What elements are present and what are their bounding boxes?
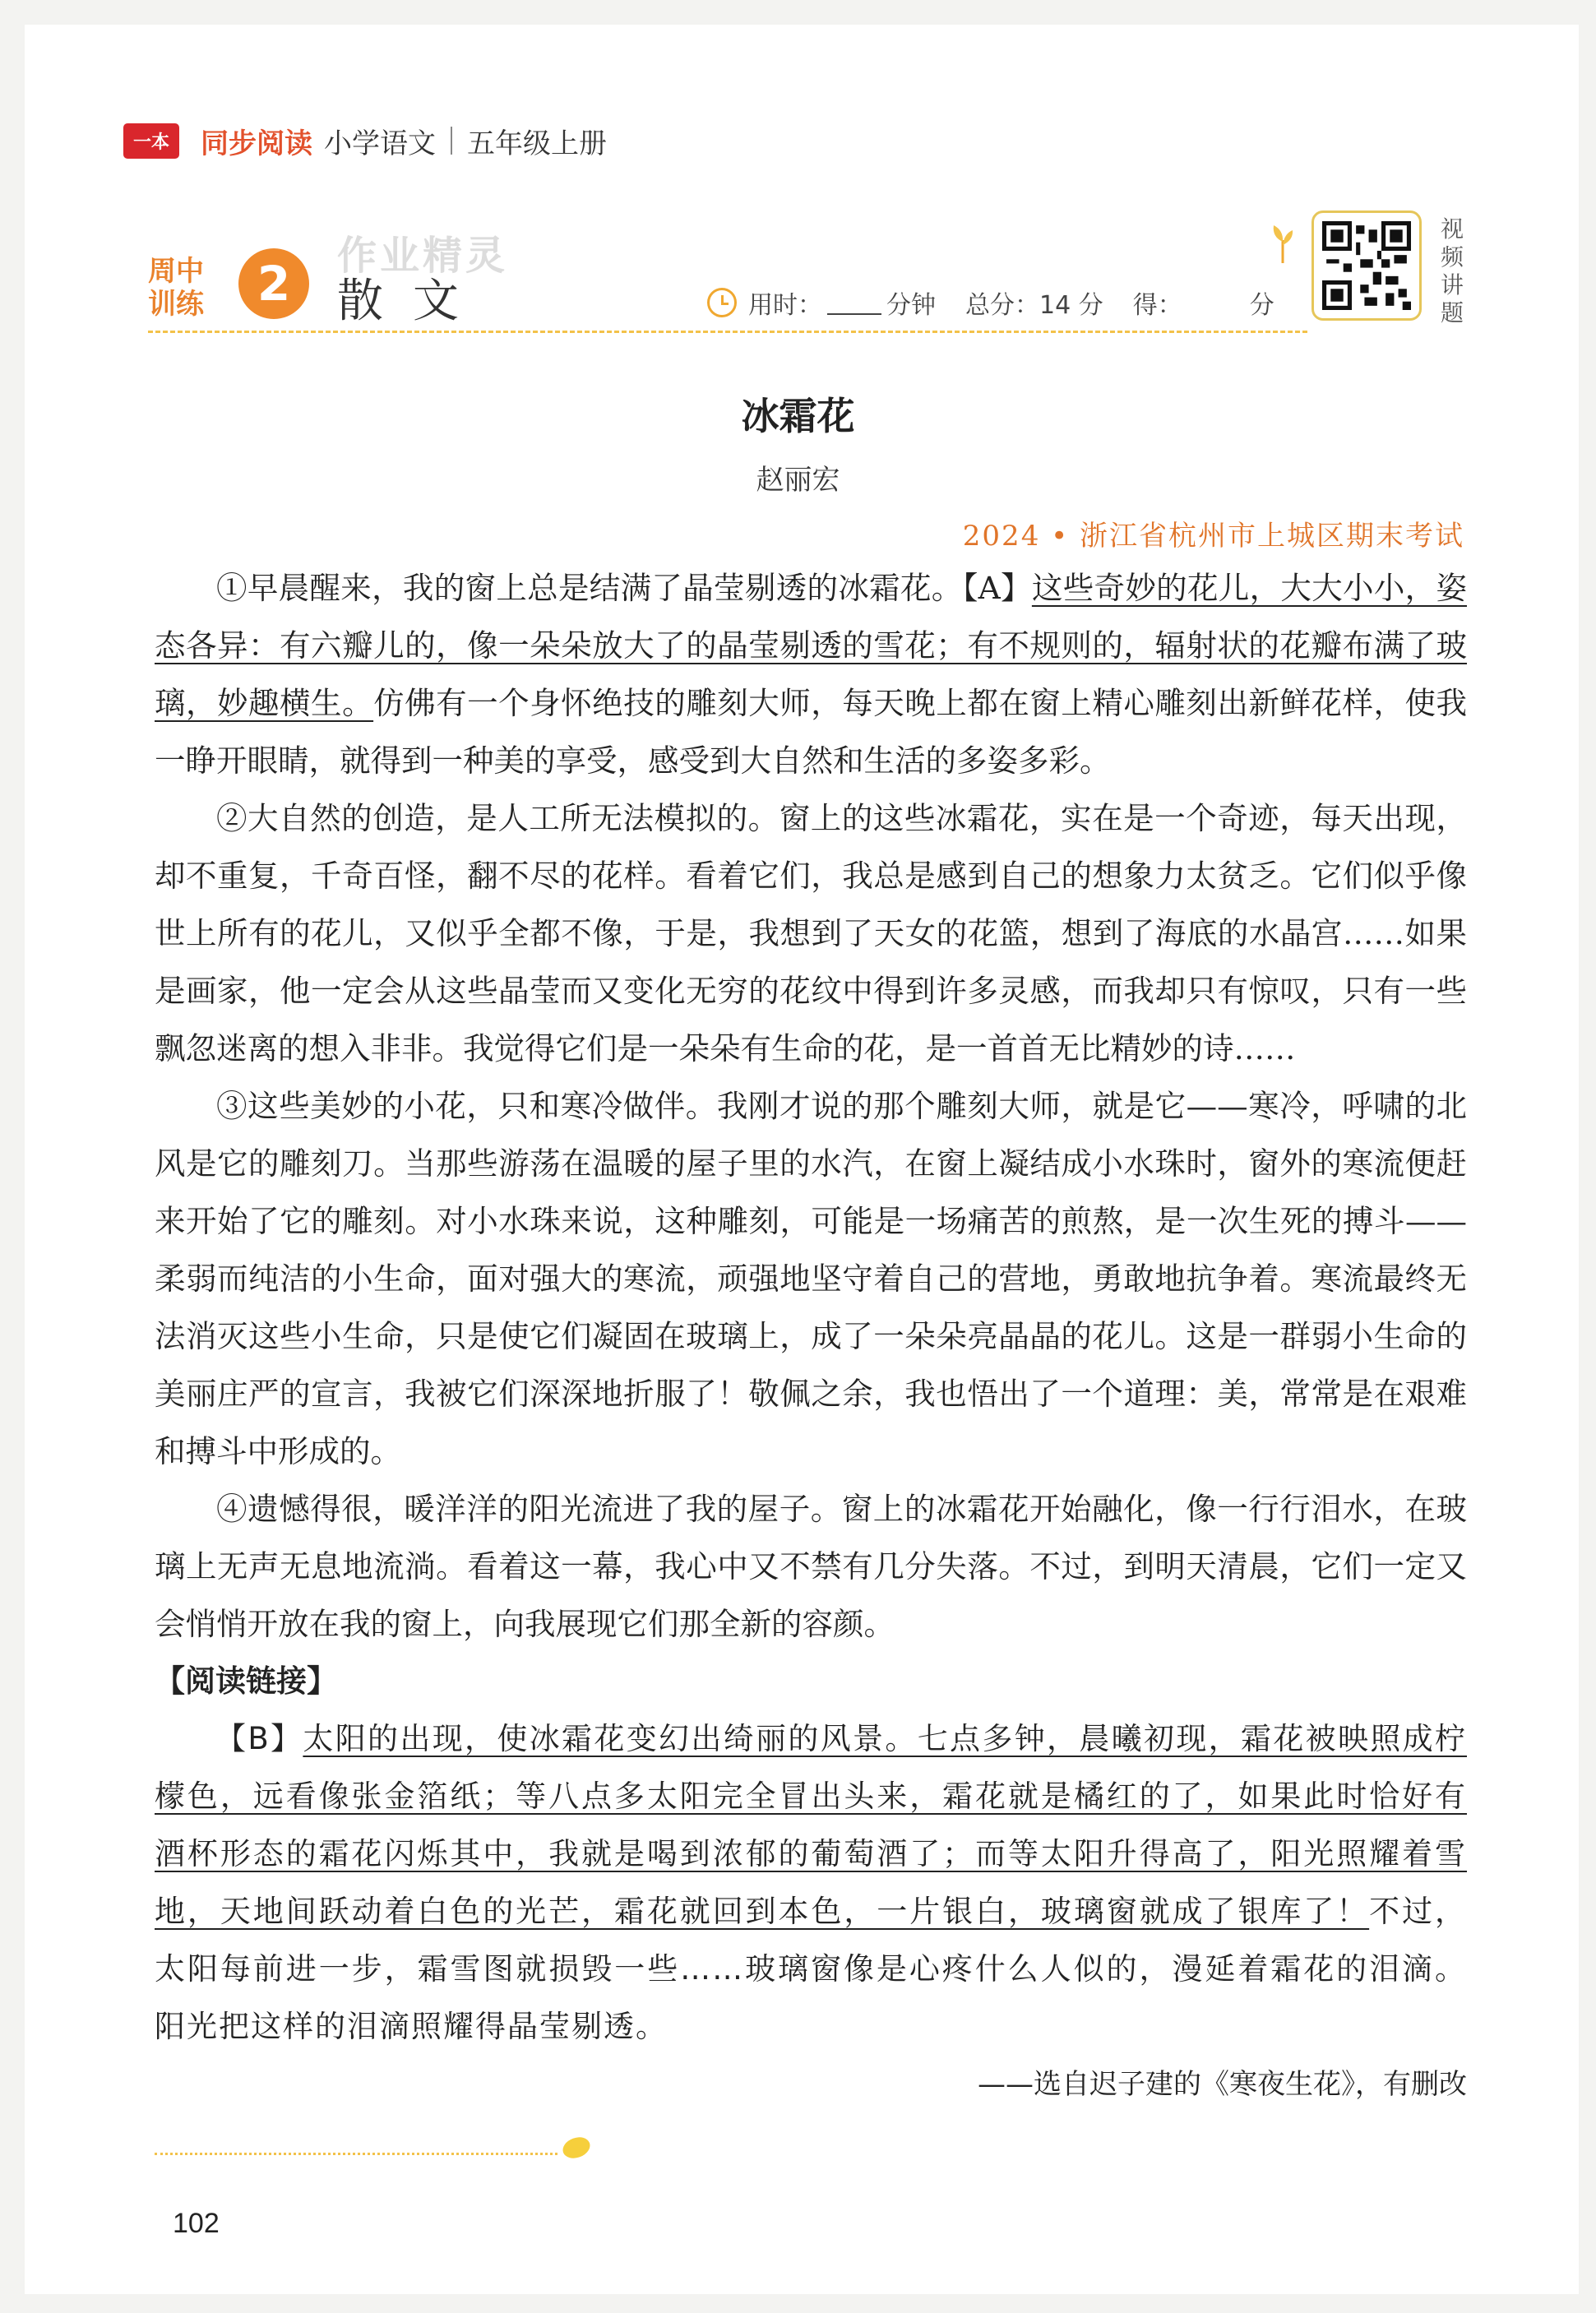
- score-unit: 分: [1249, 291, 1274, 320]
- sprout-icon: [1270, 222, 1295, 263]
- total-score: 总分：14 分: [965, 291, 1103, 320]
- paragraph-1: [155, 559, 1467, 789]
- reading-link-paragraph: [155, 1710, 1467, 2056]
- exam-source: 2024 • 浙江省杭州市上城区期末考试: [962, 520, 1464, 553]
- unit-label: [148, 255, 204, 321]
- paragraph-3: ③这些美妙的小花，只和寒冷做伴。我刚才说的那个雕刻大师，就是它——寒冷，呼啸的北风是它的雕刻刀。当那些游荡在温暖的屋子里的水汽，在窗上凝结成小水珠时，窗外的寒流便赶来开始了它的雕刻。对小水珠来说，这种雕刻，可能是一场痛苦的煎熬，是一次生死的搏斗——柔弱而纯洁的小生命，面对强大的寒流，顽强地坚守着自己的营地，勇敢地抗争着。寒流最终无法消灭这些小生命，只是使它们凝固在玻璃上，成了一朵朵亮晶晶的花儿。这是一群弱小生命的美丽庄严的宣言，我被它们深深地折服了！敬佩之余，我也悟出了一个道理：美，常常是在艰难和搏斗中形成的。: [155, 1088, 1467, 1469]
- article-author: 赵丽宏: [756, 464, 840, 497]
- video-explain-label: 视频讲题: [1441, 215, 1464, 326]
- clock-icon: [707, 288, 737, 317]
- subject-name: 小学语文: [324, 127, 437, 160]
- p1-underlined-sentence-a: 这些奇妙的花儿，大大小小，姿态各异：有六瓣儿的，像一朵朵放大了的晶莹剔透的雪花；有不规则的，辐射状的花瓣布满了玻璃，妙趣横生。: [155, 570, 1467, 721]
- unit-number-badge: 2: [238, 248, 309, 319]
- qr-code[interactable]: [1311, 210, 1422, 321]
- p1-lead: ①早晨醒来，我的窗上总是结满了晶莹剔透的冰霜花。【A】: [216, 570, 1032, 606]
- paragraph-4: ④遗憾得很，暖洋洋的阳光流进了我的屋子。窗上的冰霜花开始融化，像一行行泪水，在玻璃上无声无息地流淌。看着这一幕，我心中又不禁有几分失落。不过，到明天清晨，它们一定又会悄悄开放在我的窗上，向我展现它们那全新的容颜。: [155, 1491, 1467, 1642]
- qr-pattern-icon: [1322, 221, 1411, 310]
- unit-dash-divider: [148, 331, 1307, 333]
- running-header: [123, 122, 607, 160]
- timer-row: [707, 284, 1274, 321]
- header-divider: [451, 127, 452, 155]
- score-label: 得：: [1132, 291, 1182, 320]
- article-body: [155, 559, 1467, 2113]
- b-marker: 【B】: [215, 1721, 303, 1756]
- paragraph-2: ②大自然的创造，是人工所无法模拟的。窗上的这些冰霜花，实在是一个奇迹，每天出现，却不重复，千奇百怪，翻不尽的花样。看着它们，我总是感到自己的想象力太贫乏。它们似乎像世上所有的花儿，又似乎全都不像，于是，我想到了天女的花篮，想到了海底的水晶宫……如果是画家，他一定会从这些晶莹而又变化无穷的花纹中得到许多灵感，而我却只有惊叹，只有一些飘忽迷离的想入非非。我觉得它们是一朵朵有生命的花，是一首首无比精妙的诗……: [155, 800, 1467, 1066]
- time-unit: 分钟: [886, 291, 936, 320]
- footer-dotted-line: [155, 2153, 557, 2155]
- watermark: 作业精灵: [337, 233, 509, 279]
- unit-label-line2: 训练: [148, 288, 204, 321]
- brand-badge: 一本: [123, 123, 179, 159]
- score-blank[interactable]: [1187, 291, 1245, 314]
- unit-band: [148, 230, 1316, 337]
- page-number: 102: [173, 2208, 220, 2239]
- citation: ——选自迟子建的《寒夜生花》，有删改: [978, 2068, 1467, 2101]
- time-label: 用时：: [748, 291, 822, 320]
- reading-link-heading: 【阅读链接】: [155, 1663, 337, 1699]
- unit-label-line1: 周中: [148, 255, 204, 288]
- p1-rest: 仿佛有一个身怀绝技的雕刻大师，每天晚上都在窗上精心雕刻出新鲜花样，使我一睁开眼睛，就得到一种美的享受，感受到大自然和生活的多姿多彩。: [155, 685, 1468, 779]
- article-title: 冰霜花: [741, 394, 855, 438]
- b-underlined-passage: 太阳的出现，使冰霜花变幻出绮丽的风景。七点多钟，晨曦初现，霜花被映照成柠檬色，远看像张金箔纸；等八点多太阳完全冒出头来，霜花就是橘红的了，如果此时恰好有酒杯形态的霜花闪烁其中，我就是喝到浓郁的葡萄酒了；而等太阳升得高了，阳光照耀着雪地，天地间跃动着白色的光芒，霜花就回到本色，一片银白，玻璃窗就成了银库了！: [155, 1721, 1468, 1929]
- time-blank[interactable]: [827, 290, 881, 315]
- series-name: 同步阅读: [201, 127, 313, 160]
- grade-name: 五年级上册: [467, 127, 608, 160]
- unit-name: 散文: [337, 275, 488, 328]
- b-rest: 不过，太阳每前进一步，霜雪图就损毁一些……玻璃窗像是心疼什么人似的，漫延着霜花的泪滴。阳光把这样的泪滴照耀得晶莹剔透。: [155, 1894, 1468, 2044]
